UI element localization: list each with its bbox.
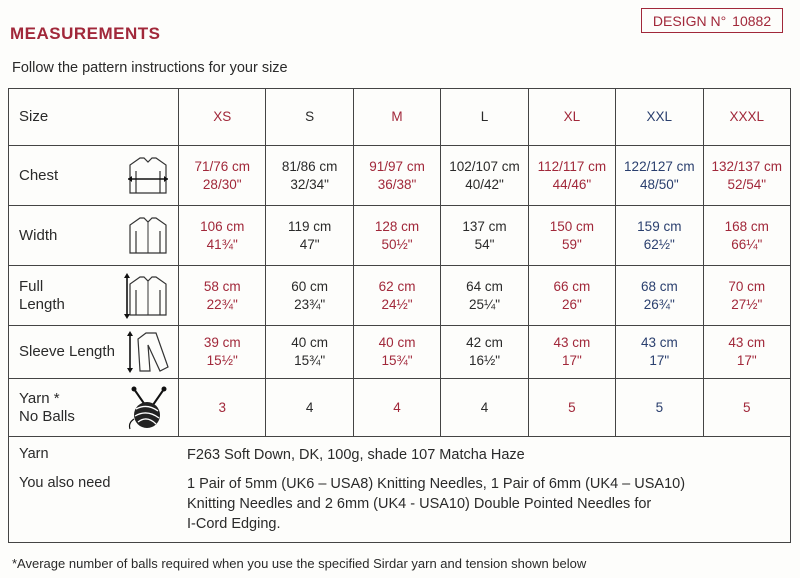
- width-xxl-in: 62½": [643, 236, 675, 252]
- yarn-value: F263 Soft Down, DK, 100g, shade 107 Matcha Haze: [187, 447, 525, 463]
- length-xl-cm: 66 cm: [553, 278, 591, 294]
- chest-s-cm: 81/86 cm: [281, 158, 338, 174]
- chest-m-in: 36/38": [377, 176, 417, 192]
- width-xxl-cm: 159 cm: [637, 218, 682, 234]
- yarn-label: Yarn: [19, 446, 49, 462]
- chest-xxxl-in: 52/54": [727, 176, 767, 192]
- width-l-in: 54": [474, 236, 495, 252]
- width-s-in: 47": [299, 236, 320, 252]
- full-length-label-line1: Full: [19, 277, 44, 295]
- size-xxxl: XXXL: [703, 89, 790, 146]
- width-row: [9, 206, 791, 266]
- chest-label: Chest: [19, 166, 59, 184]
- sleeve-xs-cm: 39 cm: [203, 335, 241, 350]
- footnote: *Average number of balls required when you use the specified Sirdar yarn and tension shown below: [12, 556, 587, 571]
- chest-l-cm: 102/107 cm: [449, 158, 520, 174]
- sleeve-xxl-cm: 43 cm: [640, 335, 678, 350]
- width-m-in: 50½": [381, 236, 413, 252]
- width-s-cm: 119 cm: [287, 218, 332, 234]
- chest-l-in: 40/42": [465, 176, 504, 192]
- chest-xxl-cm: 122/127 cm: [624, 158, 695, 174]
- length-xs-in: 22¾": [206, 296, 238, 312]
- width-label: Width: [19, 226, 58, 244]
- sleeve-l-cm: 42 cm: [466, 335, 503, 350]
- length-s-cm: 60 cm: [291, 278, 329, 294]
- yarn-balls-label-line1: Yarn *: [19, 389, 60, 407]
- width-xs-cm: 106 cm: [200, 218, 245, 234]
- balls-xxxl: 5: [703, 379, 790, 437]
- size-s: S: [266, 89, 353, 146]
- yarn-balls-row: [9, 379, 791, 437]
- yarn-ball-icon: [126, 385, 170, 431]
- length-xxl-in: 26¾": [643, 296, 675, 312]
- size-label: Size: [9, 89, 179, 146]
- chest-xl-in: 44/46": [552, 176, 592, 192]
- need-value: [187, 474, 685, 534]
- sleeve-s-in: 15¾": [294, 353, 326, 368]
- sleeve-xs-in: 15½": [206, 353, 238, 368]
- length-m-cm: 62 cm: [378, 278, 416, 294]
- full-length-row: [9, 266, 791, 326]
- length-l-cm: 64 cm: [466, 278, 503, 294]
- chest-xxl-in: 48/50": [640, 176, 679, 192]
- sleeve-length-label: Sleeve Length: [19, 343, 115, 360]
- balls-xxl: 5: [616, 379, 703, 437]
- subtitle: Follow the pattern instructions for your size: [12, 60, 288, 76]
- chest-row: [9, 146, 791, 206]
- chest-xs-cm: 71/76 cm: [194, 158, 250, 174]
- length-l-in: 25¼": [468, 296, 501, 312]
- details-box: [8, 435, 791, 543]
- sleeve-m-in: 15¾": [381, 353, 413, 368]
- sleeve-xxl-in: 17": [649, 353, 670, 368]
- chest-xl-cm: 112/117 cm: [537, 158, 607, 174]
- length-m-in: 24½": [381, 296, 413, 312]
- need-line-2: Knitting Needles and 2 6mm (UK4 - USA10) Double Pointed Needles for: [187, 496, 652, 512]
- sleeve-xxxl-cm: 43 cm: [728, 335, 766, 350]
- balls-xl: 5: [528, 379, 615, 437]
- sleeve-l-in: 16½": [468, 353, 501, 368]
- sleeve-s-cm: 40 cm: [291, 335, 329, 350]
- chest-m-cm: 91/97 cm: [369, 158, 425, 174]
- design-number: 10882: [732, 12, 772, 29]
- sleeve-length-row: [9, 326, 791, 379]
- size-l: L: [441, 89, 528, 146]
- need-line-1: 1 Pair of 5mm (UK6 – USA8) Knitting Needles, 1 Pair of 6mm (UK4 – USA10): [187, 476, 686, 492]
- length-xs-cm: 58 cm: [203, 278, 241, 294]
- size-xl: XL: [528, 89, 615, 146]
- sleeve-length-icon: [124, 329, 170, 375]
- balls-l: 4: [441, 379, 528, 437]
- length-xxl-cm: 68 cm: [640, 278, 678, 294]
- need-line-3: I-Cord Edging.: [187, 516, 281, 532]
- width-xxxl-cm: 168 cm: [724, 218, 769, 234]
- need-label: You also need: [19, 475, 111, 491]
- length-xl-in: 26": [561, 296, 582, 312]
- width-xxxl-in: 66¼": [731, 236, 763, 252]
- balls-m: 4: [353, 379, 440, 437]
- design-label: DESIGN N°: [652, 12, 727, 29]
- sleeve-xxxl-in: 17": [736, 353, 757, 368]
- yarn-balls-label-line2: No Balls: [19, 407, 75, 425]
- garment-chest-icon: [126, 155, 170, 197]
- page-title: MEASUREMENTS: [10, 24, 161, 43]
- chest-s-in: 32/34": [290, 176, 329, 192]
- sleeve-xl-cm: 43 cm: [553, 335, 591, 350]
- chest-xxxl-cm: 132/137 cm: [711, 158, 783, 174]
- width-m-cm: 128 cm: [374, 218, 420, 234]
- full-length-label: [19, 278, 65, 314]
- sleeve-m-cm: 40 cm: [378, 335, 416, 350]
- size-xs: XS: [179, 89, 266, 146]
- balls-s: 4: [266, 379, 353, 437]
- size-row: [9, 89, 791, 146]
- garment-length-icon: [122, 271, 170, 321]
- width-xs-in: 41¾": [206, 236, 238, 252]
- length-xxxl-cm: 70 cm: [728, 278, 766, 294]
- width-l-cm: 137 cm: [462, 218, 507, 234]
- measurements-table: [8, 88, 791, 437]
- sleeve-xl-in: 17": [561, 353, 582, 368]
- length-s-in: 23¾": [294, 296, 326, 312]
- chest-xs-in: 28/30": [202, 176, 242, 192]
- width-xl-cm: 150 cm: [549, 218, 595, 234]
- length-xxxl-in: 27½": [731, 296, 763, 312]
- size-xxl: XXL: [616, 89, 703, 146]
- design-number-box: [641, 8, 783, 33]
- full-length-label-line2: Length: [19, 295, 65, 313]
- size-m: M: [353, 89, 440, 146]
- garment-width-icon: [126, 215, 170, 257]
- yarn-balls-label: [19, 390, 75, 426]
- width-xl-in: 59": [561, 236, 582, 252]
- balls-xs: 3: [179, 379, 266, 437]
